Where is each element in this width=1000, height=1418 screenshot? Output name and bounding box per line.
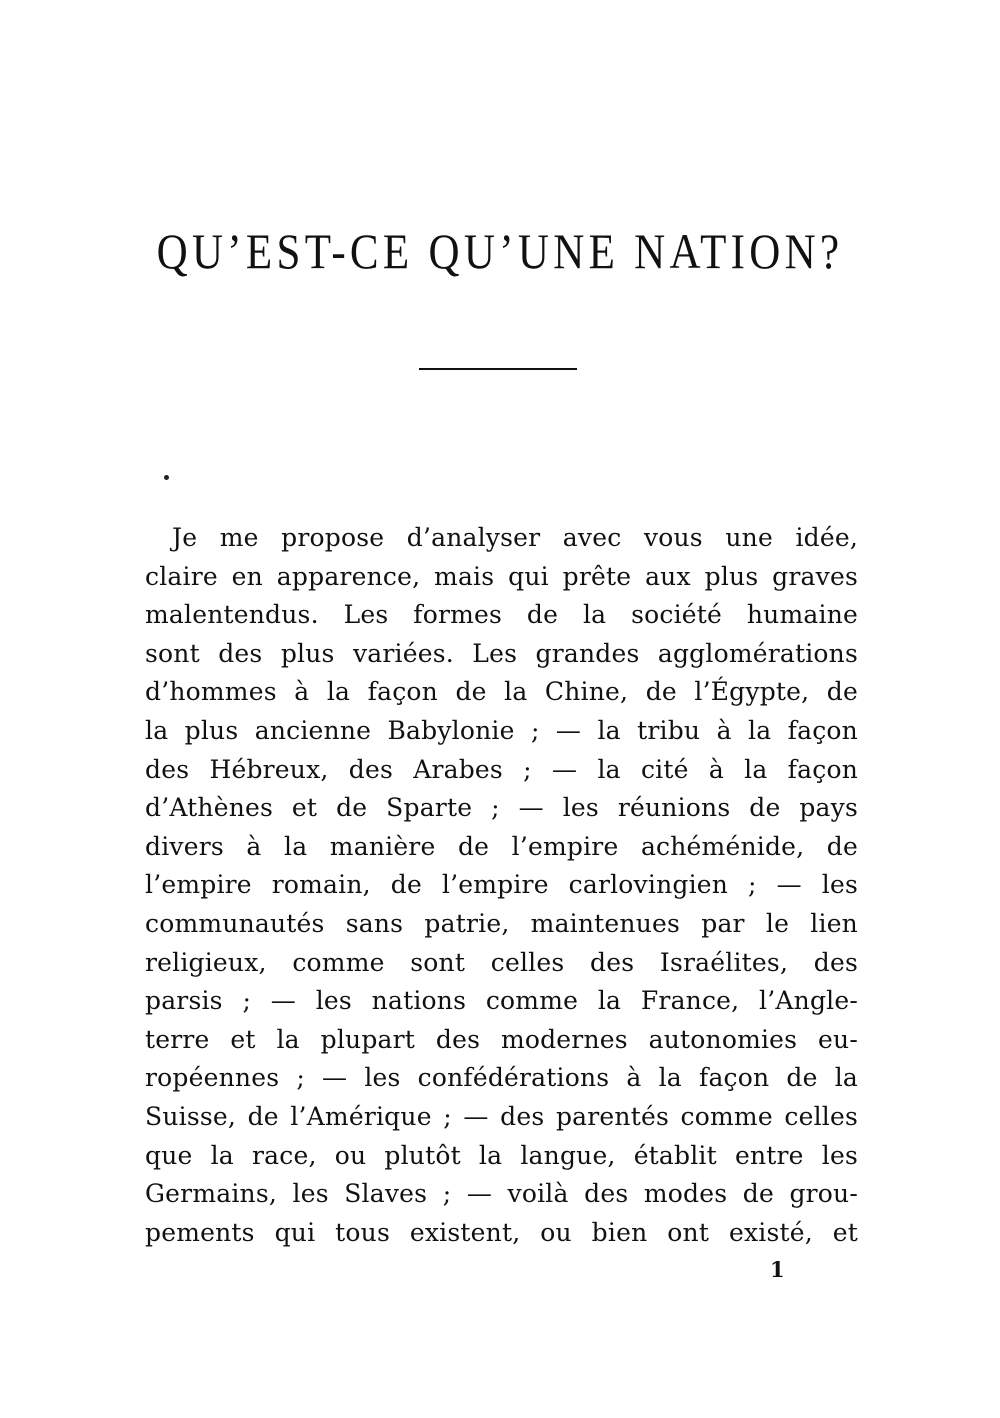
paragraph-line: d’Athènes et de Sparte ; — les réunions de pays (145, 793, 858, 823)
paragraph-line: pements qui tous existent, ou bien ont existé, et (145, 1217, 858, 1247)
paragraph-line: que la race, ou plutôt la langue, établit entre les (145, 1140, 858, 1170)
paragraph-line: la plus ancienne Babylonie ; — la tribu à la façon (145, 715, 858, 745)
paragraph-line: communautés sans patrie, maintenues par le lien (145, 908, 858, 938)
paragraph-line: divers à la manière de l’empire achéménide, de (145, 831, 858, 861)
ink-speck (164, 475, 169, 480)
paragraph-line: l’empire romain, de l’empire carlovingien ; — les (145, 870, 858, 900)
paragraph-line: ropéennes ; — les confédérations à la façon de la (145, 1063, 858, 1093)
title-separator-rule (419, 368, 577, 370)
paragraph-line: malentendus. Les formes de la société humaine (145, 600, 858, 630)
paragraph-line: terre et la plupart des modernes autonomies eu- (145, 1024, 858, 1054)
paragraph-line: claire en apparence, mais qui prête aux plus graves (145, 561, 858, 591)
paragraph-line: parsis ; — les nations comme la France, l’Angle- (145, 986, 858, 1016)
body-paragraph (145, 519, 858, 1252)
paragraph-line: Germains, les Slaves ; — voilà des modes de grou- (145, 1179, 858, 1209)
page-number: 1 (770, 1257, 785, 1282)
paragraph-line: religieux, comme sont celles des Israélites, des (145, 947, 858, 977)
paragraph-line: des Hébreux, des Arabes ; — la cité à la façon (145, 754, 858, 784)
paragraph-line: sont des plus variées. Les grandes agglomérations (145, 638, 858, 668)
chapter-title: QU’EST-CE QU’UNE NATION? (156, 223, 844, 279)
paragraph-line: Suisse, de l’Amérique ; — des parentés comme celles (145, 1101, 858, 1131)
paragraph-line: Je me propose d’analyser avec vous une idée, (172, 523, 858, 552)
paragraph-line: d’hommes à la façon de la Chine, de l’Égypte, de (145, 677, 858, 707)
